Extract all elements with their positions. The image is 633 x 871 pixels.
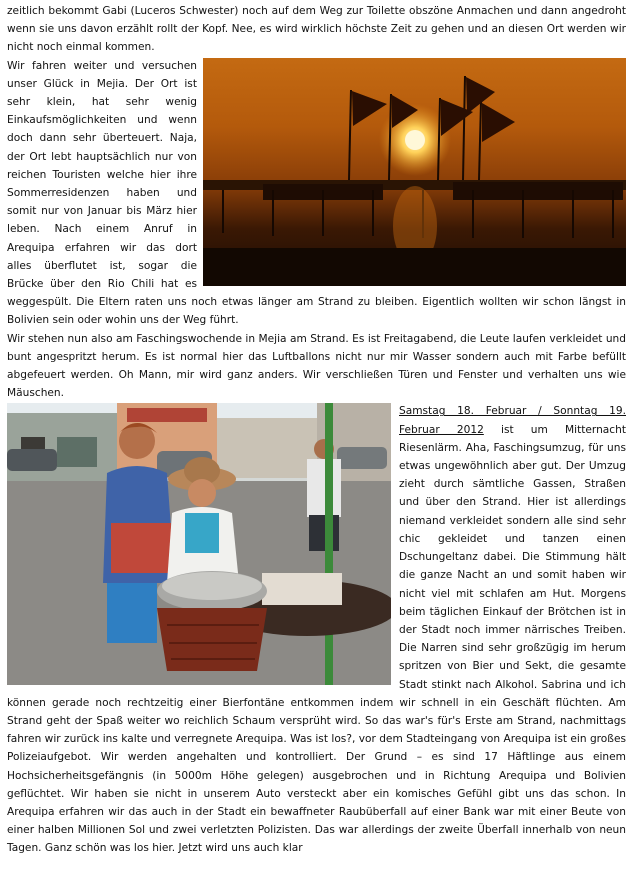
paragraph-carnival-friday: Wir stehen nun also am Faschingswochende in Mejia am Strand. Es ist Freitagabend, die Leute laufen verkleidet und bunt angespritzt herum. Es ist normal hier das Luftballons nicht nur mir Wasser sondern auch mit Farbe befüllt abgefeuert werden. Oh Mann, mir wird ganz anders. Wir verschließen Türen und Fenster und verhalten uns wie Mäuschen. bbox=[7, 332, 626, 400]
street-vendor-photo bbox=[7, 403, 391, 685]
paragraph-intro: zeitlich bekommt Gabi (Luceros Schwester) noch auf dem Weg zur Toilette obszöne Anmachen und dann angedroht wenn sie uns davon erzählt rollt der Kopf. Nee, es wird wirklich höchste Zeit zu gehen und an diesen Ort werden wir nicht noch einmal kommen. bbox=[7, 5, 626, 54]
document-page bbox=[7, 2, 626, 858]
paragraph-carnival-saturday-text: ist um Mitternacht Riesenlärm. Aha, Faschingsumzug, für uns etwas ungewöhnlich aber gut. Der Umzug zieht durch sämtliche Gassen, Straßen und über den Strand. Hier ist allerdings niemand verkleidet sondern alle sind sehr chic gekleidet und tanzen einen Dschungeltanz dabei. Die Stimmung hält die ganze Nacht an und somit haben wir nicht viel mit schlafen am Hut. Morgens beim täglichen Einkauf der Brötchen ist in der Stadt noch immer närrisches Treiben. Die Narren sind sehr großzügig im herum spritzen von Bier und Sekt, die gesamte Stadt stinkt nach Alkohol. Sabrina und ich können gerade noch rechtzeitig einer Bierfontäne entkommen indem wir schnell in ein Geschäft flüchten. Am Strand geht der Spaß weiter wo reichlich Schaum versprüht wird. So das war's für's Erste am Strand, nachmittags fahren wir zurück ins kalte und verregnete Arequipa. Was ist los?, vor dem Stadteingang von Arequipa ist ein großes Polizeiaufgebot. Wir werden angehalten und kontrolliert. Der Grund – es sind 17 Häftlinge aus einem Hochsicherheitsgefängnis (in 5000m Höhe gelegen) ausgebrochen und in Richtung Arequipa und Bolivien geflüchtet. Wir haben sie nicht in unserem Auto versteckt aber ein komisches Gefühl gibt uns das schon. In Arequipa erfahren wir das auch in der Stadt ein bewaffneter Raubüberfall auf einer Bank war mit einer Beute von einer halben Millionen Sol und zwei verletzten Polizisten. Das war allerdings der zweite Überfall innerhalb von neun Tagen. Ganz schön was los hier. Jetzt wird uns auch klar bbox=[7, 423, 626, 855]
paragraph-mejia: Wir fahren weiter und versuchen unser Glück in Mejia. Der Ort ist sehr klein, hat sehr wenig Einkaufsmöglichkeiten und wenn doch dann sehr überteuert. Naja, der Ort lebt hauptsächlich nur von reichen Touristen welche hier ihre Sommerresidenzen haben und somit nur von Januar bis März hier leben. Nach einem Anruf in Arequipa erfahren wir das dort alles überflutet ist, sogar die Brücke über den Rio Chili hat es weggespült. Die Eltern raten uns noch etwas länger am Strand zu bleiben. Eigentlich wollten wir schon längst in Bolivien sein oder wohin uns der Weg führt. bbox=[7, 59, 626, 327]
section-carnival bbox=[7, 402, 626, 857]
date-heading: Samstag 18. Februar / Sonntag 19. Februar 2012 bbox=[399, 405, 626, 436]
section-mejia bbox=[7, 57, 626, 330]
sunset-beach-photo bbox=[203, 58, 626, 286]
